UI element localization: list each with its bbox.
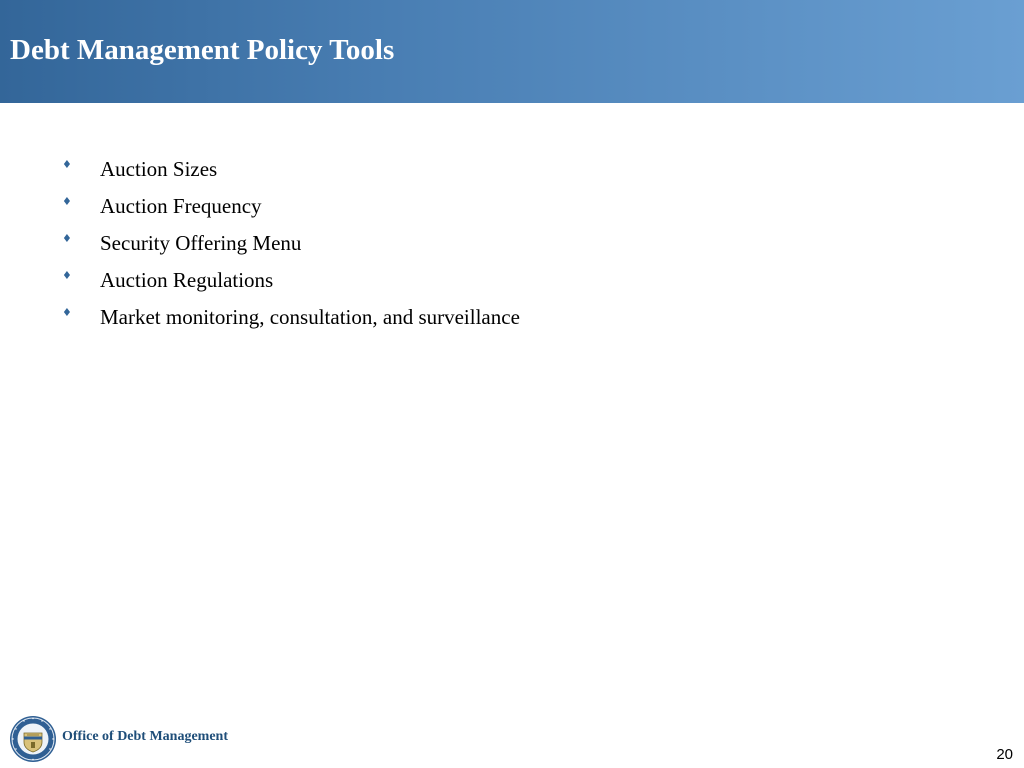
bullet-item <box>60 188 520 225</box>
bullet-item <box>60 299 520 336</box>
seal-dot <box>41 720 42 721</box>
bullet-item <box>60 225 520 262</box>
slide-title: Debt Management Policy Tools <box>10 34 395 66</box>
seal-dot <box>32 759 33 760</box>
bullet-text: Auction Sizes <box>100 156 218 181</box>
diamond-bullet-icon: ♦ <box>62 158 72 171</box>
bullet-text: Auction Frequency <box>100 193 262 218</box>
bullet-text: Security Offering Menu <box>100 230 302 255</box>
diamond-bullet-icon: ♦ <box>62 195 72 208</box>
seal-dot <box>15 728 16 729</box>
seal-dot <box>32 718 33 719</box>
title-bar <box>0 0 1024 103</box>
bullet-text: Auction Regulations <box>100 267 274 292</box>
bullet-list <box>60 151 520 336</box>
diamond-bullet-icon: ♦ <box>62 306 72 319</box>
seal-dot <box>23 720 24 721</box>
diamond-bullet-icon: ♦ <box>62 232 72 245</box>
seal-dot <box>15 748 16 749</box>
treasury-seal-icon <box>9 715 57 763</box>
bullet-item <box>60 151 520 188</box>
page-number: 20 <box>996 746 1013 763</box>
bullet-item <box>60 262 520 299</box>
seal-key <box>31 742 35 748</box>
diamond-bullet-icon: ♦ <box>62 269 72 282</box>
footer-org-label: Office of Debt Management <box>62 729 229 744</box>
bullet-text: Market monitoring, consultation, and surveillance <box>100 304 520 329</box>
seal-dot <box>49 728 50 729</box>
seal-dot <box>49 748 50 749</box>
seal-dot <box>52 738 53 739</box>
seal-dot <box>12 738 13 739</box>
